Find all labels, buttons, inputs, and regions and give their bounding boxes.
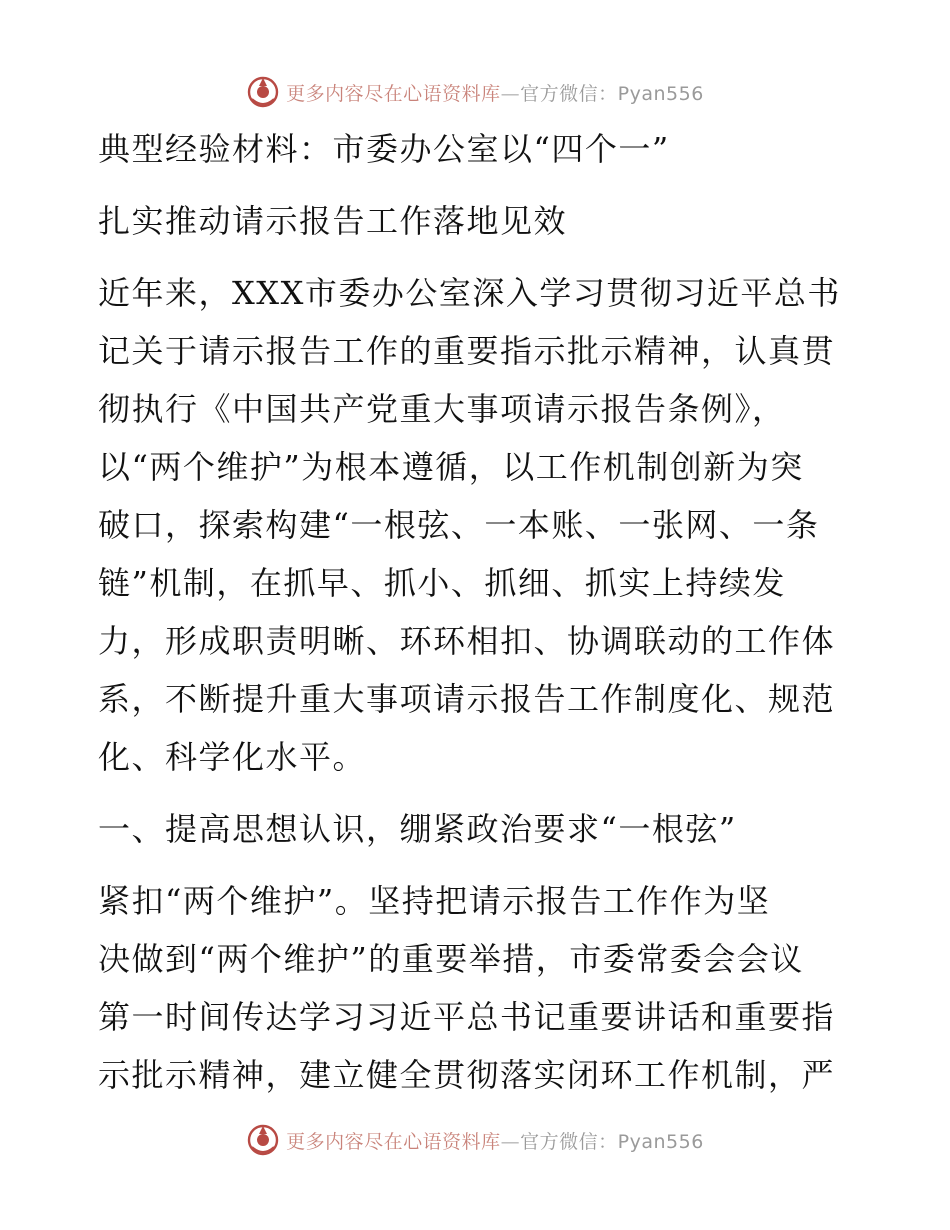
text-line: 彻执行《中国共产党重大事项请示报告条例》，: [98, 390, 786, 428]
text-line: 第一时间传达学习习近平总书记重要讲话和重要指: [98, 998, 836, 1036]
text-line: 系，不断提升重大事项请示报告工作制度化、规范: [98, 680, 836, 718]
paragraph-section-1: [98, 872, 850, 1104]
title-line-1: 典型经验材料：市委办公室以“四个一”: [98, 130, 670, 168]
text-line: 以“两个维护”为根本遵循，以工作机制创新为突: [98, 448, 804, 486]
section-heading-1: 一、提高思想认识，绷紧政治要求“一根弦”: [98, 810, 737, 848]
watermark-text: 更多内容尽在心语资料库—官方微信：Pyan556: [286, 82, 704, 105]
text-line: 决做到“两个维护”的重要举措，市委常委会会议: [98, 940, 804, 978]
logo-icon: [246, 75, 280, 109]
text-line: 链”机制，在抓早、抓小、抓细、抓实上持续发: [98, 564, 786, 602]
text-line: 示批示精神，建立健全贯彻落实闭环工作机制，严: [98, 1056, 836, 1094]
text-line: 紧扣“两个维护”。坚持把请示报告工作作为坚: [98, 882, 771, 920]
paragraph-intro: [98, 264, 850, 786]
text-line: 破口，探索构建“一根弦、一本账、一张网、一条: [98, 506, 820, 544]
document-body: [98, 120, 850, 1104]
watermark-text: 更多内容尽在心语资料库—官方微信：Pyan556: [286, 1130, 704, 1153]
text-line: 记关于请示报告工作的重要指示批示精神，认真贯: [98, 332, 836, 370]
text-line: 化、科学化水平。: [98, 738, 367, 776]
text-line: 近年来，XXX市委办公室深入学习贯彻习近平总书: [98, 274, 841, 312]
text-line: 力，形成职责明晰、环环相扣、协调联动的工作体: [98, 622, 836, 660]
watermark-footer: [0, 1120, 950, 1160]
logo-icon: [246, 1123, 280, 1157]
title-line-2: 扎实推动请示报告工作落地见效: [98, 202, 568, 240]
watermark-header: [0, 72, 950, 112]
